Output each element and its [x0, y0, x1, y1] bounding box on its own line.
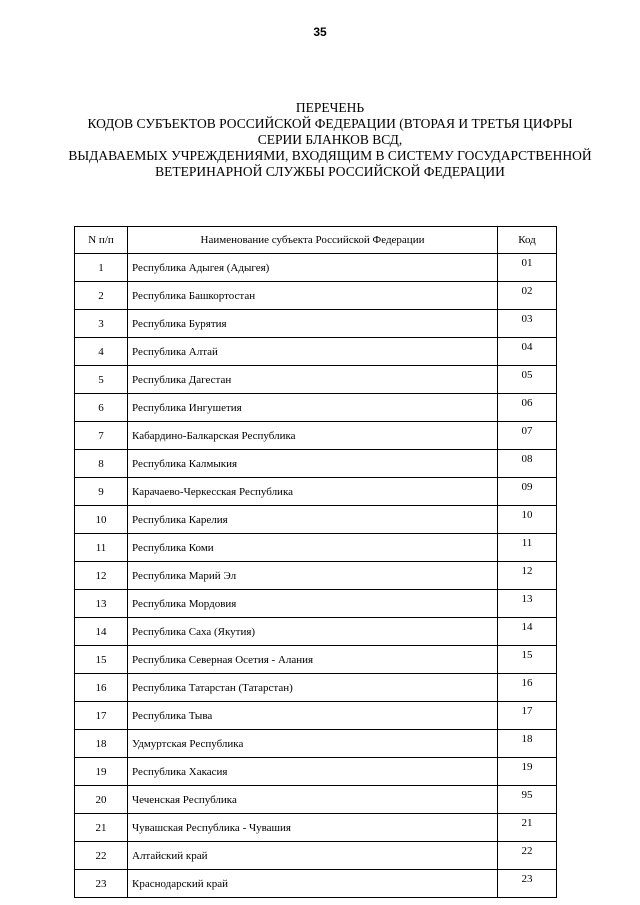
- row-code: 04: [498, 338, 557, 366]
- row-code: 17: [498, 702, 557, 730]
- document-title: [60, 100, 600, 180]
- table-row: [75, 422, 557, 450]
- row-code: 95: [498, 786, 557, 814]
- table-row: [75, 254, 557, 282]
- row-code: 05: [498, 366, 557, 394]
- row-number: 6: [75, 394, 128, 422]
- table-body: [75, 254, 557, 898]
- row-region-name: Кабардино-Балкарская Республика: [128, 422, 498, 450]
- row-number: 19: [75, 758, 128, 786]
- region-codes-table: [74, 226, 557, 898]
- row-region-name: Республика Карелия: [128, 506, 498, 534]
- title-line: ВЫДАВАЕМЫХ УЧРЕЖДЕНИЯМИ, ВХОДЯЩИМ В СИСТЕМУ ГОСУДАРСТВЕННОЙ: [68, 148, 592, 163]
- table-row: [75, 450, 557, 478]
- row-region-name: Республика Тыва: [128, 702, 498, 730]
- row-region-name: Республика Алтай: [128, 338, 498, 366]
- table-row: [75, 394, 557, 422]
- page-number: 35: [313, 25, 327, 39]
- row-region-name: Республика Хакасия: [128, 758, 498, 786]
- row-code: 10: [498, 506, 557, 534]
- row-number: 1: [75, 254, 128, 282]
- table-row: [75, 786, 557, 814]
- row-region-name: Республика Марий Эл: [128, 562, 498, 590]
- row-code: 11: [498, 534, 557, 562]
- row-region-name: Чеченская Республика: [128, 786, 498, 814]
- row-number: 7: [75, 422, 128, 450]
- title-line: ВЕТЕРИНАРНОЙ СЛУЖБЫ РОССИЙСКОЙ ФЕДЕРАЦИИ: [155, 164, 505, 179]
- row-number: 4: [75, 338, 128, 366]
- row-region-name: Республика Адыгея (Адыгея): [128, 254, 498, 282]
- table-row: [75, 758, 557, 786]
- row-code: 16: [498, 674, 557, 702]
- row-number: 20: [75, 786, 128, 814]
- row-number: 18: [75, 730, 128, 758]
- row-number: 3: [75, 310, 128, 338]
- row-region-name: Республика Бурятия: [128, 310, 498, 338]
- row-code: 18: [498, 730, 557, 758]
- table-row: [75, 338, 557, 366]
- row-code: 21: [498, 814, 557, 842]
- row-region-name: Чувашская Республика - Чувашия: [128, 814, 498, 842]
- row-code: 08: [498, 450, 557, 478]
- row-number: 17: [75, 702, 128, 730]
- table-row: [75, 534, 557, 562]
- row-number: 12: [75, 562, 128, 590]
- row-code: 09: [498, 478, 557, 506]
- row-number: 14: [75, 618, 128, 646]
- title-line: ПЕРЕЧЕНЬ: [295, 100, 365, 115]
- row-code: 22: [498, 842, 557, 870]
- row-code: 06: [498, 394, 557, 422]
- row-number: 22: [75, 842, 128, 870]
- row-region-name: Республика Мордовия: [128, 590, 498, 618]
- row-number: 16: [75, 674, 128, 702]
- row-region-name: Республика Татарстан (Татарстан): [128, 674, 498, 702]
- table-row: [75, 506, 557, 534]
- row-code: 15: [498, 646, 557, 674]
- row-code: 07: [498, 422, 557, 450]
- row-region-name: Алтайский край: [128, 842, 498, 870]
- header-region-name: Наименование субъекта Российской Федерации: [128, 227, 498, 254]
- row-code: 12: [498, 562, 557, 590]
- table-row: [75, 730, 557, 758]
- row-code: 03: [498, 310, 557, 338]
- row-code: 19: [498, 758, 557, 786]
- row-region-name: Республика Башкортостан: [128, 282, 498, 310]
- row-code: 23: [498, 870, 557, 898]
- row-code: 14: [498, 618, 557, 646]
- row-region-name: Республика Северная Осетия - Алания: [128, 646, 498, 674]
- table-row: [75, 814, 557, 842]
- header-number: N п/п: [75, 227, 128, 254]
- row-region-name: Удмуртская Республика: [128, 730, 498, 758]
- table-header-row: [75, 227, 557, 254]
- row-number: 9: [75, 478, 128, 506]
- row-code: 13: [498, 590, 557, 618]
- table-row: [75, 282, 557, 310]
- row-number: 10: [75, 506, 128, 534]
- row-code: 02: [498, 282, 557, 310]
- row-region-name: Республика Калмыкия: [128, 450, 498, 478]
- row-number: 8: [75, 450, 128, 478]
- row-number: 15: [75, 646, 128, 674]
- row-number: 11: [75, 534, 128, 562]
- table-row: [75, 842, 557, 870]
- table-row: [75, 646, 557, 674]
- table-row: [75, 674, 557, 702]
- row-region-name: Карачаево-Черкесская Республика: [128, 478, 498, 506]
- table-row: [75, 618, 557, 646]
- title-line: КОДОВ СУБЪЕКТОВ РОССИЙСКОЙ ФЕДЕРАЦИИ (ВТОРАЯ И ТРЕТЬЯ ЦИФРЫ: [87, 116, 573, 131]
- table-row: [75, 702, 557, 730]
- header-code: Код: [498, 227, 557, 254]
- table-row: [75, 870, 557, 898]
- table-row: [75, 366, 557, 394]
- row-region-name: Республика Коми: [128, 534, 498, 562]
- row-region-name: Краснодарский край: [128, 870, 498, 898]
- row-number: 21: [75, 814, 128, 842]
- table-row: [75, 310, 557, 338]
- row-number: 23: [75, 870, 128, 898]
- row-region-name: Республика Ингушетия: [128, 394, 498, 422]
- row-region-name: Республика Дагестан: [128, 366, 498, 394]
- row-number: 2: [75, 282, 128, 310]
- title-line: СЕРИИ БЛАНКОВ ВСД,: [257, 132, 403, 147]
- row-number: 5: [75, 366, 128, 394]
- row-region-name: Республика Саха (Якутия): [128, 618, 498, 646]
- table-row: [75, 590, 557, 618]
- row-code: 01: [498, 254, 557, 282]
- table-row: [75, 478, 557, 506]
- table-row: [75, 562, 557, 590]
- row-number: 13: [75, 590, 128, 618]
